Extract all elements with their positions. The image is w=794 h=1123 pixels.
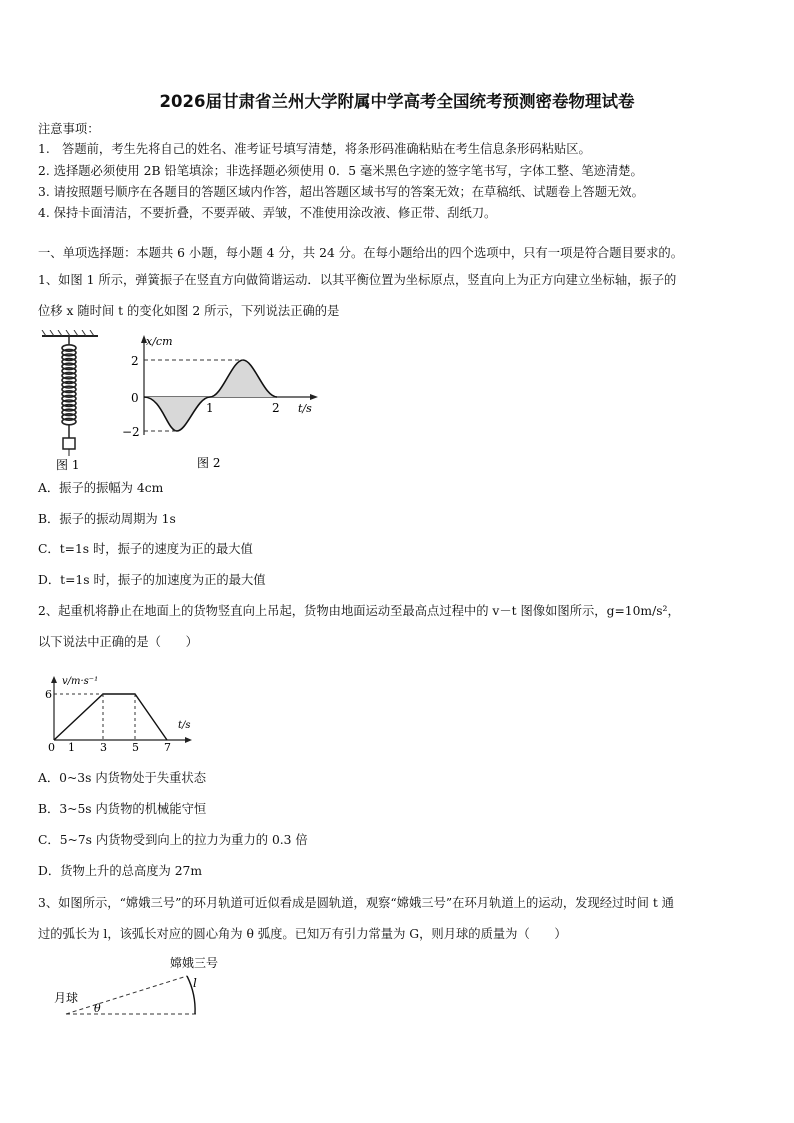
q1-option-c: C．t=1s 时，振子的速度为正的最大值 [38, 542, 253, 556]
q2-stem-line1: 2、起重机将静止在地面上的货物竖直向上吊起，货物由地面运动至最高点过程中的 v－t 图像如图所示，g=10m/s²， [38, 604, 680, 618]
q1-option-a: A．振子的振幅为 4cm [38, 481, 164, 495]
q1-tick-zero: 0 [131, 391, 139, 405]
q1-option-b: B．振子的振动周期为 1s [38, 512, 176, 526]
q1-tick-t1: 1 [206, 401, 214, 415]
page-title: 2026届甘肃省兰州大学附属中学高考全国统考预测密卷物理试卷 [159, 92, 635, 111]
q1-figure-graph [122, 333, 327, 473]
q2-axis-x-label: t/s [178, 720, 191, 731]
q1-axis-x-label: t/s [298, 402, 312, 415]
q1-figure-spring [38, 330, 108, 475]
q2-option-a: A．0~3s 内货物处于失重状态 [38, 771, 207, 785]
q2-tick-v: 6 [45, 688, 52, 701]
q2-tick-t: 1 [68, 741, 75, 752]
q1-fig2-label: 图 2 [197, 456, 221, 470]
q1-fig1-label: 图 1 [56, 458, 80, 472]
notice-item: 1. 答题前，考生先将自己的姓名、准考证号填写清楚，将条形码准确粘贴在考生信息条形码粘贴区。 [38, 142, 591, 156]
q2-tick-t: 7 [164, 741, 171, 752]
q1-stem-line2: 位移 x 随时间 t 的变化如图 2 所示，下列说法正确的是 [38, 304, 340, 318]
q2-tick-t: 3 [100, 741, 107, 752]
q2-stem-line2: 以下说法中正确的是（ ） [38, 635, 198, 649]
q3-stem-line1: 3、如图所示，“嫦娥三号”的环月轨道可近似看成是圆轨道，观察“嫦娥三号”在环月轨道上的运动，发现经过时间 t 通 [38, 896, 674, 910]
q2-option-c: C．5~7s 内货物受到向上的拉力为重力的 0.3 倍 [38, 833, 308, 847]
notice-item: 4. 保持卡面清洁，不要折叠，不要弄破、弄皱，不准使用涂改液、修正带、刮纸刀。 [38, 206, 497, 220]
notice-item: 3. 请按照题号顺序在各题目的答题区域内作答，超出答题区域书写的答案无效；在草稿纸、试题卷上答题无效。 [38, 185, 644, 199]
q1-tick-t2: 2 [272, 401, 280, 415]
q1-axis-y-label: x/cm [146, 335, 173, 348]
q2-tick-t: 0 [48, 741, 55, 752]
q3-label-satellite: 嫦娥三号 [170, 956, 219, 970]
q1-stem-line1: 1、如图 1 所示，弹簧振子在竖直方向做简谐运动．以其平衡位置为坐标原点，竖直向上为正方向建立坐标轴，振子的 [38, 273, 677, 287]
q3-label-arc: l [193, 976, 197, 990]
q3-label-angle: θ [94, 1002, 101, 1015]
notice-item: 2. 选择题必须使用 2B 铅笔填涂；非选择题必须使用 0．5 毫米黑色字迹的签字笔书写，字体工整、笔迹清楚。 [38, 164, 643, 178]
q2-figure-vt-graph [40, 672, 200, 752]
q3-stem-line2: 过的弧长为 l，该弧长对应的圆心角为 θ 弧度。已知万有引力常量为 G，则月球的质量为（ ） [38, 927, 567, 941]
q2-tick-t: 5 [132, 741, 139, 752]
q1-tick-pos: 2 [131, 354, 139, 368]
q3-figure-orbit [50, 952, 240, 1022]
q1-option-d: D．t=1s 时，振子的加速度为正的最大值 [38, 573, 266, 587]
q1-tick-neg: −2 [122, 425, 140, 439]
q2-option-b: B．3~5s 内货物的机械能守恒 [38, 802, 207, 816]
q2-axis-y-label: v/m·s⁻¹ [62, 676, 99, 687]
spring-coil-loop [62, 418, 76, 424]
section-heading: 一、单项选择题：本题共 6 小题，每小题 4 分，共 24 分。在每小题给出的四个选项中，只有一项是符合题目要求的。 [38, 246, 683, 260]
notice-heading: 注意事项： [38, 122, 100, 136]
q3-label-moon: 月球 [54, 991, 79, 1005]
q2-option-d: D．货物上升的总高度为 27m [38, 864, 203, 878]
